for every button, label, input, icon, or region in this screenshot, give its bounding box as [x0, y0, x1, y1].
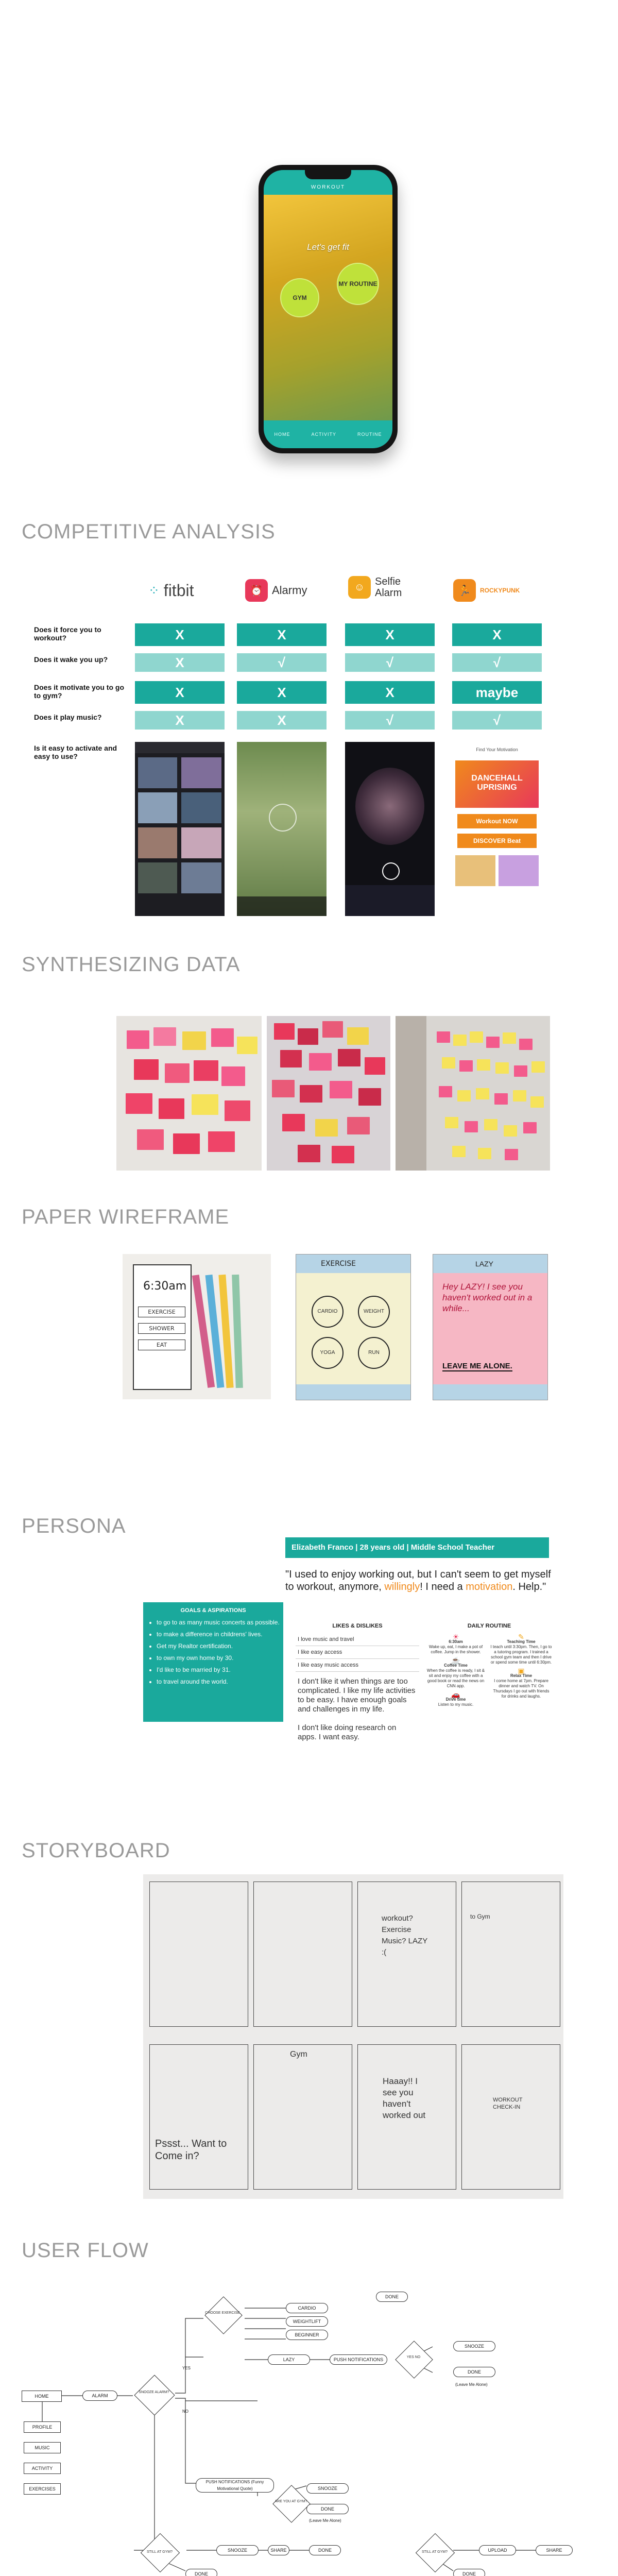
storyboard-panel — [461, 1882, 560, 2027]
storyboard-panel — [149, 2044, 248, 2190]
flow-chat — [216, 2545, 259, 2555]
goal-item: • to make a difference in childrens' lives. — [157, 1631, 280, 1638]
flow-still-at-gym-text-1: STILL AT GYM? — [146, 2550, 173, 2554]
storyboard-panel — [461, 2044, 560, 2190]
question-label: Does it force you to workout? — [34, 625, 101, 642]
rockypunk-workout-button[interactable]: Workout NOW — [457, 814, 537, 828]
like-item: I like easy access — [296, 1646, 419, 1659]
sticky-notes-photo-2 — [267, 1016, 390, 1171]
storyboard-panel3-text: workout? Exercise Music? LAZY :( — [382, 1914, 427, 1957]
answer-cell: √ — [237, 653, 327, 672]
flow-done-3: DONE — [306, 2504, 349, 2514]
storyboard-panel5-text: Pssst... Want to Come in? — [155, 2138, 227, 2162]
goal-item: • I'd like to be married by 31. — [157, 1666, 280, 1674]
persona-quote — [285, 1568, 553, 1593]
section-title-synthesizing: SYNTHESIZING DATA — [22, 953, 241, 976]
routine-right-desc: I teach until 3:30pm. Then, I go to a tutoring program. I trained a school gym team and then I drive or spend some time until 6:30pm. — [490, 1645, 552, 1665]
flow-choose-exercise-text: CHOOSE EXERCISE — [205, 2311, 240, 2315]
flow-done-4: DONE — [309, 2545, 341, 2555]
quote-part-c: . Help." — [512, 1581, 546, 1592]
flow-choose-exercise-decision — [201, 2298, 244, 2334]
goal-item: • to go to as many music concerts as possible. — [157, 1619, 280, 1626]
rockypunk-label: ROCKYPUNK — [480, 587, 520, 594]
goals-panel — [143, 1602, 283, 1722]
selfie-alarm-label: Selfie Alarm — [375, 576, 402, 599]
flow-profile: PROFILE — [24, 2421, 61, 2433]
easy-question: Is it easy to activate and easy to use? — [34, 744, 117, 760]
answer-cell: X — [237, 711, 327, 730]
sketch2-title: EXERCISE — [321, 1260, 356, 1268]
routine-left-time: Drive time — [445, 1697, 466, 1702]
brand-alarmy — [245, 579, 307, 602]
storyboard-panel — [253, 2044, 352, 2190]
quote-highlight-motivation: motivation — [466, 1581, 513, 1592]
flow-beginner: BEGINNER — [286, 2330, 328, 2340]
goal-item: • Get my Realtor certification. — [157, 1642, 280, 1650]
answer-cell: X — [135, 623, 225, 646]
sketch1-item-exercise: EXERCISE — [138, 1307, 185, 1317]
wireframe-sketch-1 — [123, 1254, 271, 1399]
persona-header: Elizabeth Franco | 28 years old | Middle School Teacher — [285, 1537, 549, 1558]
routine-left-time: Coffee Time — [444, 1663, 468, 1668]
flow-snooze-alarm-text: SNOOZE ALARM? — [139, 2391, 169, 2394]
sketch2-yoga: YOGA — [312, 1337, 344, 1369]
rockypunk-discover-button[interactable]: DISCOVER Beat — [457, 834, 537, 848]
storyboard-panel — [253, 1882, 352, 2027]
storyboard-panel4-text: to Gym — [470, 1913, 490, 1920]
fitbit-screenshot — [135, 742, 225, 916]
routine-left-desc: When the coffee is ready, I sit & sit and enjoy my coffee with a good book or read the news on CNN app. — [426, 1668, 485, 1688]
likes-panel — [296, 1623, 419, 1741]
hero-tagline: Let's get fit — [307, 242, 349, 252]
answer-cell: X — [237, 623, 327, 646]
routine-right-time: Teaching Time — [507, 1639, 536, 1644]
routine-title: DAILY ROUTINE — [467, 1623, 511, 1629]
flow-push-notifications: PUSH NOTIFICATIONS — [330, 2354, 387, 2365]
answer-cell: √ — [452, 711, 542, 730]
brand-fitbit — [148, 581, 194, 600]
quote-highlight-willingly: willingly — [384, 1581, 420, 1592]
runner-icon: 🏃 — [453, 579, 476, 602]
flow-leave-alone-2: (Leave Me Alone) — [309, 2518, 341, 2523]
flow-home: HOME — [22, 2391, 62, 2402]
flow-done-6: DONE — [453, 2569, 485, 2576]
flow-lazy: LAZY — [268, 2354, 310, 2365]
flow-are-you-at-gym-text: ARE YOU AT GYM? — [274, 2500, 307, 2503]
flow-yes-label: YES — [182, 2366, 191, 2370]
section-title-storyboard: STORYBOARD — [22, 1839, 170, 1862]
book-icon: ✎ — [518, 1633, 524, 1641]
storyboard-panel — [149, 1882, 248, 2027]
flow-snooze-alarm-decision — [133, 2380, 175, 2409]
section-title-userflow: USER FLOW — [22, 2239, 149, 2262]
flow-weightlift: WEIGHTLIFT — [286, 2316, 328, 2327]
flow-done-2: DONE — [453, 2367, 495, 2377]
answer-cell: maybe — [452, 681, 542, 704]
storyboard-panel — [357, 1882, 456, 2027]
tv-icon: ▣ — [518, 1667, 525, 1675]
flow-snooze-1: SNOOZE — [453, 2341, 495, 2351]
question-label: Does it motivate you to go to gym? — [34, 683, 125, 700]
phone-notch — [305, 170, 351, 179]
answer-cell: X — [452, 623, 542, 646]
sketch1-time: 6:30am — [143, 1280, 187, 1293]
storyboard-panel7-text: Haaay!! I see you haven't worked out — [383, 2076, 426, 2120]
flow-still-at-gym-decision-1 — [132, 2535, 188, 2571]
routine-left-desc: Listen to my music. — [438, 1702, 474, 1707]
flow-yes-no-text: YES NO — [406, 2355, 421, 2359]
sketch3-title: LAZY — [475, 1260, 494, 1268]
storyboard-sheet — [143, 1874, 563, 2199]
flow-done-1: DONE — [376, 2292, 408, 2302]
like-item: I love music and travel — [296, 1633, 419, 1646]
storyboard-panel6-text: Gym — [290, 2050, 307, 2059]
rockypunk-banner — [455, 760, 539, 808]
goals-list — [150, 1619, 280, 1690]
alarmy-label: Alarmy — [272, 584, 307, 597]
answer-cell: X — [135, 653, 225, 672]
sticky-notes-photo-3 — [396, 1016, 550, 1171]
flow-snooze-3: SNOOZE — [227, 2548, 247, 2553]
question-label: Does it play music? — [34, 713, 102, 721]
answer-cell: √ — [345, 711, 435, 730]
hero-screen — [264, 170, 392, 448]
sun-icon: ☀ — [452, 1633, 459, 1641]
section-title-persona: PERSONA — [22, 1515, 126, 1537]
goal-item: • to travel around the world. — [157, 1678, 280, 1686]
flow-push-motivational: PUSH NOTIFICATIONS (Funny Motivational Quote) — [196, 2478, 274, 2493]
flow-activity: ACTIVITY — [24, 2463, 61, 2474]
flow-leave-alone: (Leave Me Alone) — [455, 2382, 488, 2387]
routine-right-time: Relax Time — [510, 1673, 533, 1678]
brand-selfie-alarm — [348, 576, 411, 599]
flow-still-at-gym-text-2: STILL AT GYM? — [421, 2550, 448, 2554]
storyboard-panel8-text: WORKOUT CHECK-IN — [493, 2097, 523, 2110]
sketch3-footer: LEAVE ME ALONE. — [442, 1362, 512, 1370]
storyboard-panel — [357, 2044, 456, 2190]
sketch1-item-shower: SHOWER — [138, 1323, 185, 1334]
brand-rockypunk — [453, 579, 520, 602]
rockypunk-subtitle: Find Your Motivation — [476, 747, 518, 752]
answer-cell: X — [237, 681, 327, 704]
sticky-notes-photo-1 — [116, 1016, 262, 1171]
goals-title: GOALS & ASPIRATIONS — [180, 1607, 246, 1614]
flow-done-5: DONE — [185, 2569, 217, 2576]
answer-cell: X — [135, 711, 225, 730]
routine-left-time: 6:30am — [449, 1639, 463, 1644]
goal-item: • to own my own home by 30. — [157, 1654, 280, 1662]
gym-button[interactable]: GYM — [280, 278, 319, 317]
tab-activity[interactable]: ACTIVITY — [311, 432, 336, 437]
sketch2-cardio: CARDIO — [312, 1296, 344, 1328]
my-routine-button[interactable]: MY ROUTINE — [337, 263, 379, 305]
tab-home[interactable]: HOME — [274, 432, 290, 437]
answer-cell: X — [345, 681, 435, 704]
flow-snooze-2: SNOOZE — [306, 2483, 349, 2494]
wireframe-sketch-2 — [296, 1254, 411, 1400]
quote-part-b: ! I need a — [420, 1581, 466, 1592]
hero-phone — [259, 165, 398, 453]
flow-yes-no-decision — [391, 2345, 438, 2374]
answer-cell: X — [135, 681, 225, 704]
flow-music: MUSIC — [24, 2442, 61, 2453]
sketch2-weight: WEIGHT — [358, 1296, 390, 1328]
sketch1-item-eat: EAT — [138, 1340, 185, 1350]
alarmy-screenshot — [237, 742, 327, 916]
tab-routine[interactable]: ROUTINE — [357, 432, 382, 437]
likes-text: I don't like it when things are too complicated. I like my life activities to be easy. I have enough goals and challenges in my life. I don't like doing research on apps. I want easy. — [298, 1677, 416, 1741]
flow-share-2: SHARE — [536, 2545, 573, 2555]
sketch2-run: RUN — [358, 1337, 390, 1369]
hero-tabbar — [264, 420, 392, 448]
coffee-icon: ☕ — [451, 1656, 460, 1665]
selfie-camera-icon: ☺ — [348, 576, 371, 599]
likes-title: LIKES & DISLIKES — [332, 1623, 383, 1629]
fitbit-icon: ⁘ — [148, 583, 160, 598]
flow-cardio: CARDIO — [286, 2303, 328, 2313]
question-label: Does it wake you up? — [34, 655, 108, 664]
rockypunk-banner-text: DANCEHALL UPRISING — [471, 774, 523, 792]
answer-cell: √ — [345, 653, 435, 672]
answer-cell: √ — [452, 653, 542, 672]
wireframe-sketch-3 — [433, 1254, 548, 1400]
car-icon: 🚗 — [451, 1690, 460, 1699]
routine-panel — [425, 1623, 553, 1741]
flow-are-you-at-gym-decision — [268, 2488, 314, 2519]
selfie-alarm-screenshot — [345, 742, 435, 916]
flow-upload: UPLOAD — [479, 2545, 516, 2555]
flow-alarm: ALARM — [82, 2391, 117, 2401]
flow-share-1: SHARE — [268, 2545, 289, 2555]
routine-right-desc: I come home at 7pm. Prepare dinner and watch TV. On Thursdays I go out with friends for drinks and laughs. — [493, 1679, 550, 1699]
flow-exercises: EXERCISES — [24, 2483, 61, 2495]
flow-no-label: NO — [182, 2409, 188, 2414]
routine-left-desc: Wake up, eat, I make a pot of coffee. Jump in the shower. — [428, 1645, 483, 1654]
section-title-competitive: COMPETITIVE ANALYSIS — [22, 520, 276, 543]
fitbit-label: fitbit — [163, 581, 194, 600]
answer-cell: X — [345, 623, 435, 646]
quote-part-a: "I used to enjoy working out, but I can't seem to get myself to workout, anymore, — [285, 1569, 551, 1592]
sketch3-text: Hey LAZY! I see you haven't worked out in a while... — [442, 1282, 533, 1313]
hero-header: WORKOUT — [264, 170, 392, 195]
like-item: I like easy music access — [296, 1659, 419, 1672]
alarm-clock-icon: ⏰ — [245, 579, 268, 602]
flow-still-at-gym-decision-2 — [407, 2535, 464, 2571]
rockypunk-screenshot — [452, 742, 542, 916]
section-title-wireframe: PAPER WIREFRAME — [22, 1206, 230, 1228]
